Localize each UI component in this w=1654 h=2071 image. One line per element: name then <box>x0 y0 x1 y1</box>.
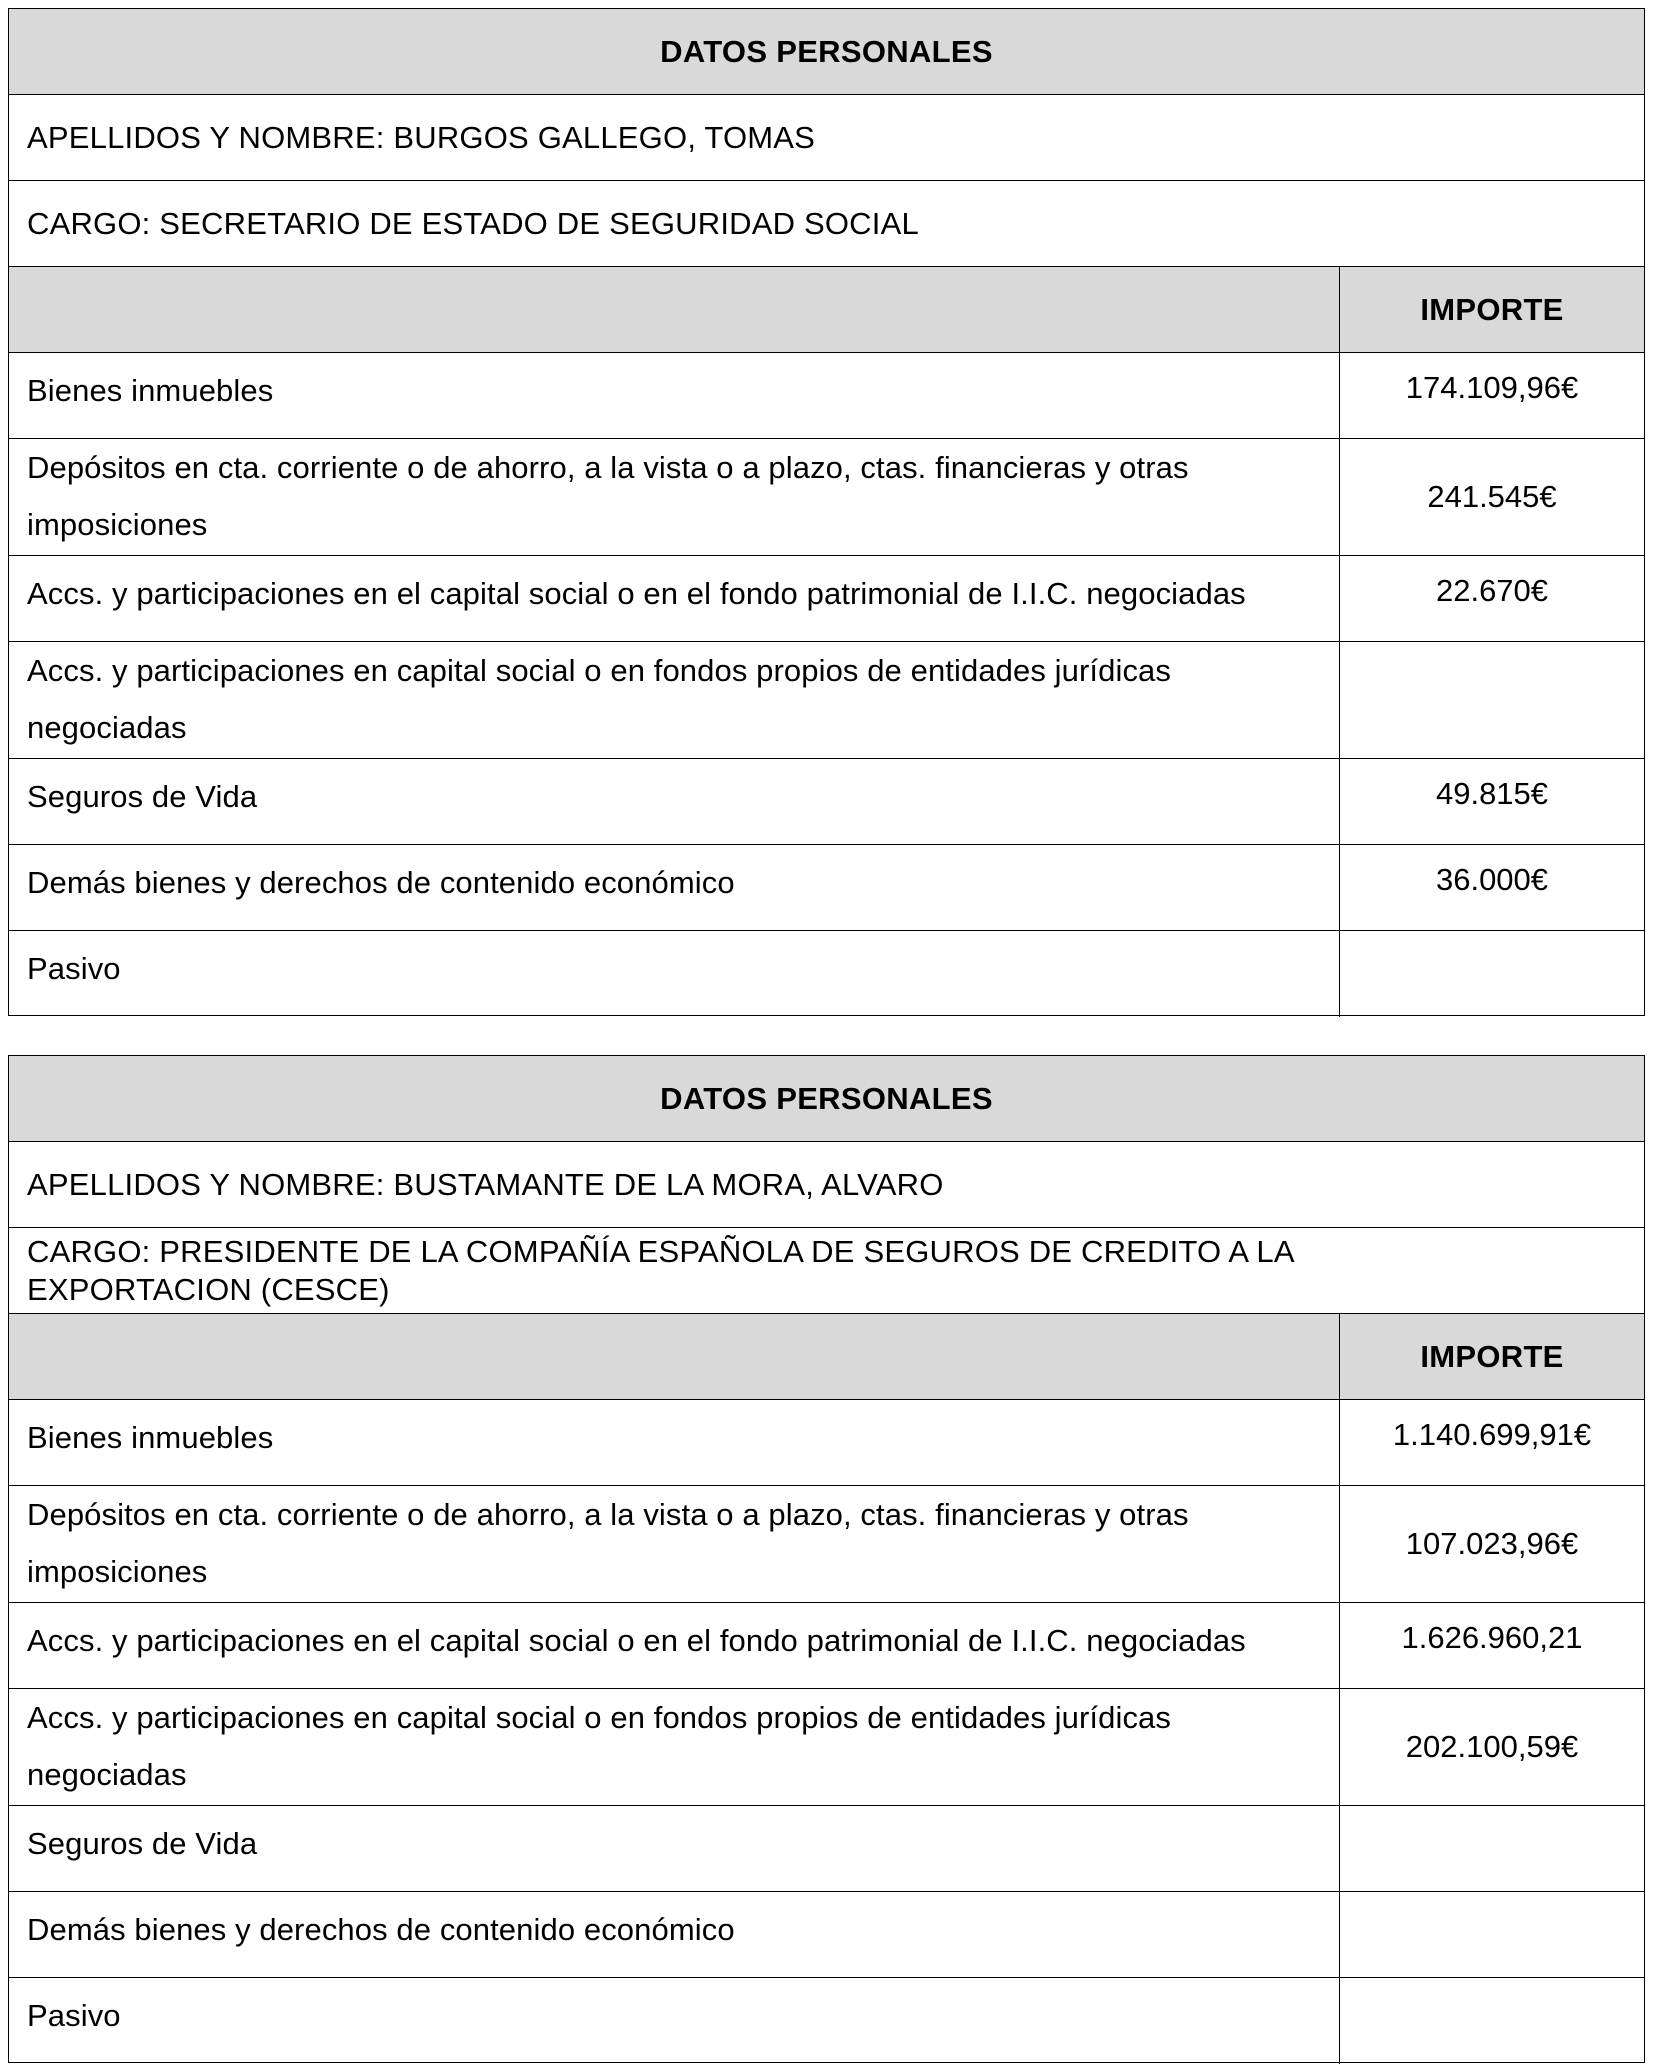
importe-header-row <box>9 267 1644 353</box>
name-text: APELLIDOS Y NOMBRE: BUSTAMANTE DE LA MORA, ALVARO <box>27 1166 944 1202</box>
item-amount: 22.670€ <box>1435 573 1549 608</box>
table-row <box>9 931 1644 1017</box>
name-text: APELLIDOS Y NOMBRE: BURGOS GALLEGO, TOMAS <box>27 119 816 155</box>
section-title <box>9 9 1644 95</box>
table-row <box>9 845 1644 931</box>
item-label: Accs. y participaciones en capital social o en fondos propios de entidades jurídicas negociadas <box>9 642 1340 758</box>
table-row <box>9 556 1644 642</box>
table-row <box>9 1892 1644 1978</box>
section-title-text: DATOS PERSONALES <box>660 33 993 69</box>
item-amount: 174.109,96€ <box>1405 370 1579 405</box>
table-row <box>9 642 1644 759</box>
item-label: Depósitos en cta. corriente o de ahorro, a la vista o a plazo, ctas. financieras y otras imposiciones <box>9 439 1340 555</box>
importe-header-row <box>9 1314 1644 1400</box>
item-label: Pasivo <box>9 931 1340 1017</box>
item-amount: 1.626.960,21 <box>1401 1620 1583 1655</box>
table-row <box>9 1978 1644 2064</box>
item-amount: 202.100,59€ <box>1405 1729 1579 1764</box>
section-title-text: DATOS PERSONALES <box>660 1080 993 1116</box>
cargo-text-line-2: EXPORTACION (CESCE) <box>27 1271 390 1307</box>
item-label: Accs. y participaciones en el capital social o en el fondo patrimonial de I.I.C. negociadas <box>9 556 1340 641</box>
table-row <box>9 353 1644 439</box>
table-row <box>9 1603 1644 1689</box>
item-amount <box>1340 931 1644 1017</box>
item-label: Demás bienes y derechos de contenido económico <box>9 1892 1340 1977</box>
importe-header: IMPORTE <box>1420 1338 1564 1374</box>
table-row <box>9 1689 1644 1806</box>
importe-header: IMPORTE <box>1420 291 1564 327</box>
item-label: Seguros de Vida <box>9 759 1340 844</box>
name-row <box>9 95 1644 181</box>
table-row <box>9 1400 1644 1486</box>
concept-header-cell <box>9 267 1340 352</box>
item-label: Pasivo <box>9 1978 1340 2064</box>
item-label: Bienes inmuebles <box>9 1400 1340 1485</box>
table-row <box>9 1806 1644 1892</box>
cargo-row <box>9 1228 1644 1314</box>
cargo-text-line-1: CARGO: PRESIDENTE DE LA COMPAÑÍA ESPAÑOLA DE SEGUROS DE CREDITO A LA <box>27 1233 1295 1269</box>
table-row <box>9 1486 1644 1603</box>
item-amount <box>1340 642 1644 758</box>
item-label: Depósitos en cta. corriente o de ahorro, a la vista o a plazo, ctas. financieras y otras imposiciones <box>9 1486 1340 1602</box>
item-label: Seguros de Vida <box>9 1806 1340 1891</box>
declaration-table-2 <box>8 1055 1645 2063</box>
item-amount <box>1340 1892 1644 1977</box>
table-row <box>9 439 1644 556</box>
concept-header-cell <box>9 1314 1340 1399</box>
item-amount: 107.023,96€ <box>1405 1526 1579 1561</box>
name-row <box>9 1142 1644 1228</box>
item-amount: 36.000€ <box>1435 862 1549 897</box>
item-amount <box>1340 1806 1644 1891</box>
item-label: Demás bienes y derechos de contenido económico <box>9 845 1340 930</box>
item-amount <box>1340 1978 1644 2064</box>
item-amount: 1.140.699,91€ <box>1392 1417 1592 1452</box>
item-amount: 241.545€ <box>1427 479 1557 514</box>
section-title <box>9 1056 1644 1142</box>
cargo-text: CARGO: SECRETARIO DE ESTADO DE SEGURIDAD SOCIAL <box>27 205 919 241</box>
declaration-table-1 <box>8 8 1645 1016</box>
item-label: Accs. y participaciones en el capital social o en el fondo patrimonial de I.I.C. negociadas <box>9 1603 1340 1688</box>
item-label: Bienes inmuebles <box>9 353 1340 438</box>
table-row <box>9 759 1644 845</box>
item-amount: 49.815€ <box>1435 776 1549 811</box>
item-label: Accs. y participaciones en capital social o en fondos propios de entidades jurídicas negociadas <box>9 1689 1340 1805</box>
cargo-row <box>9 181 1644 267</box>
